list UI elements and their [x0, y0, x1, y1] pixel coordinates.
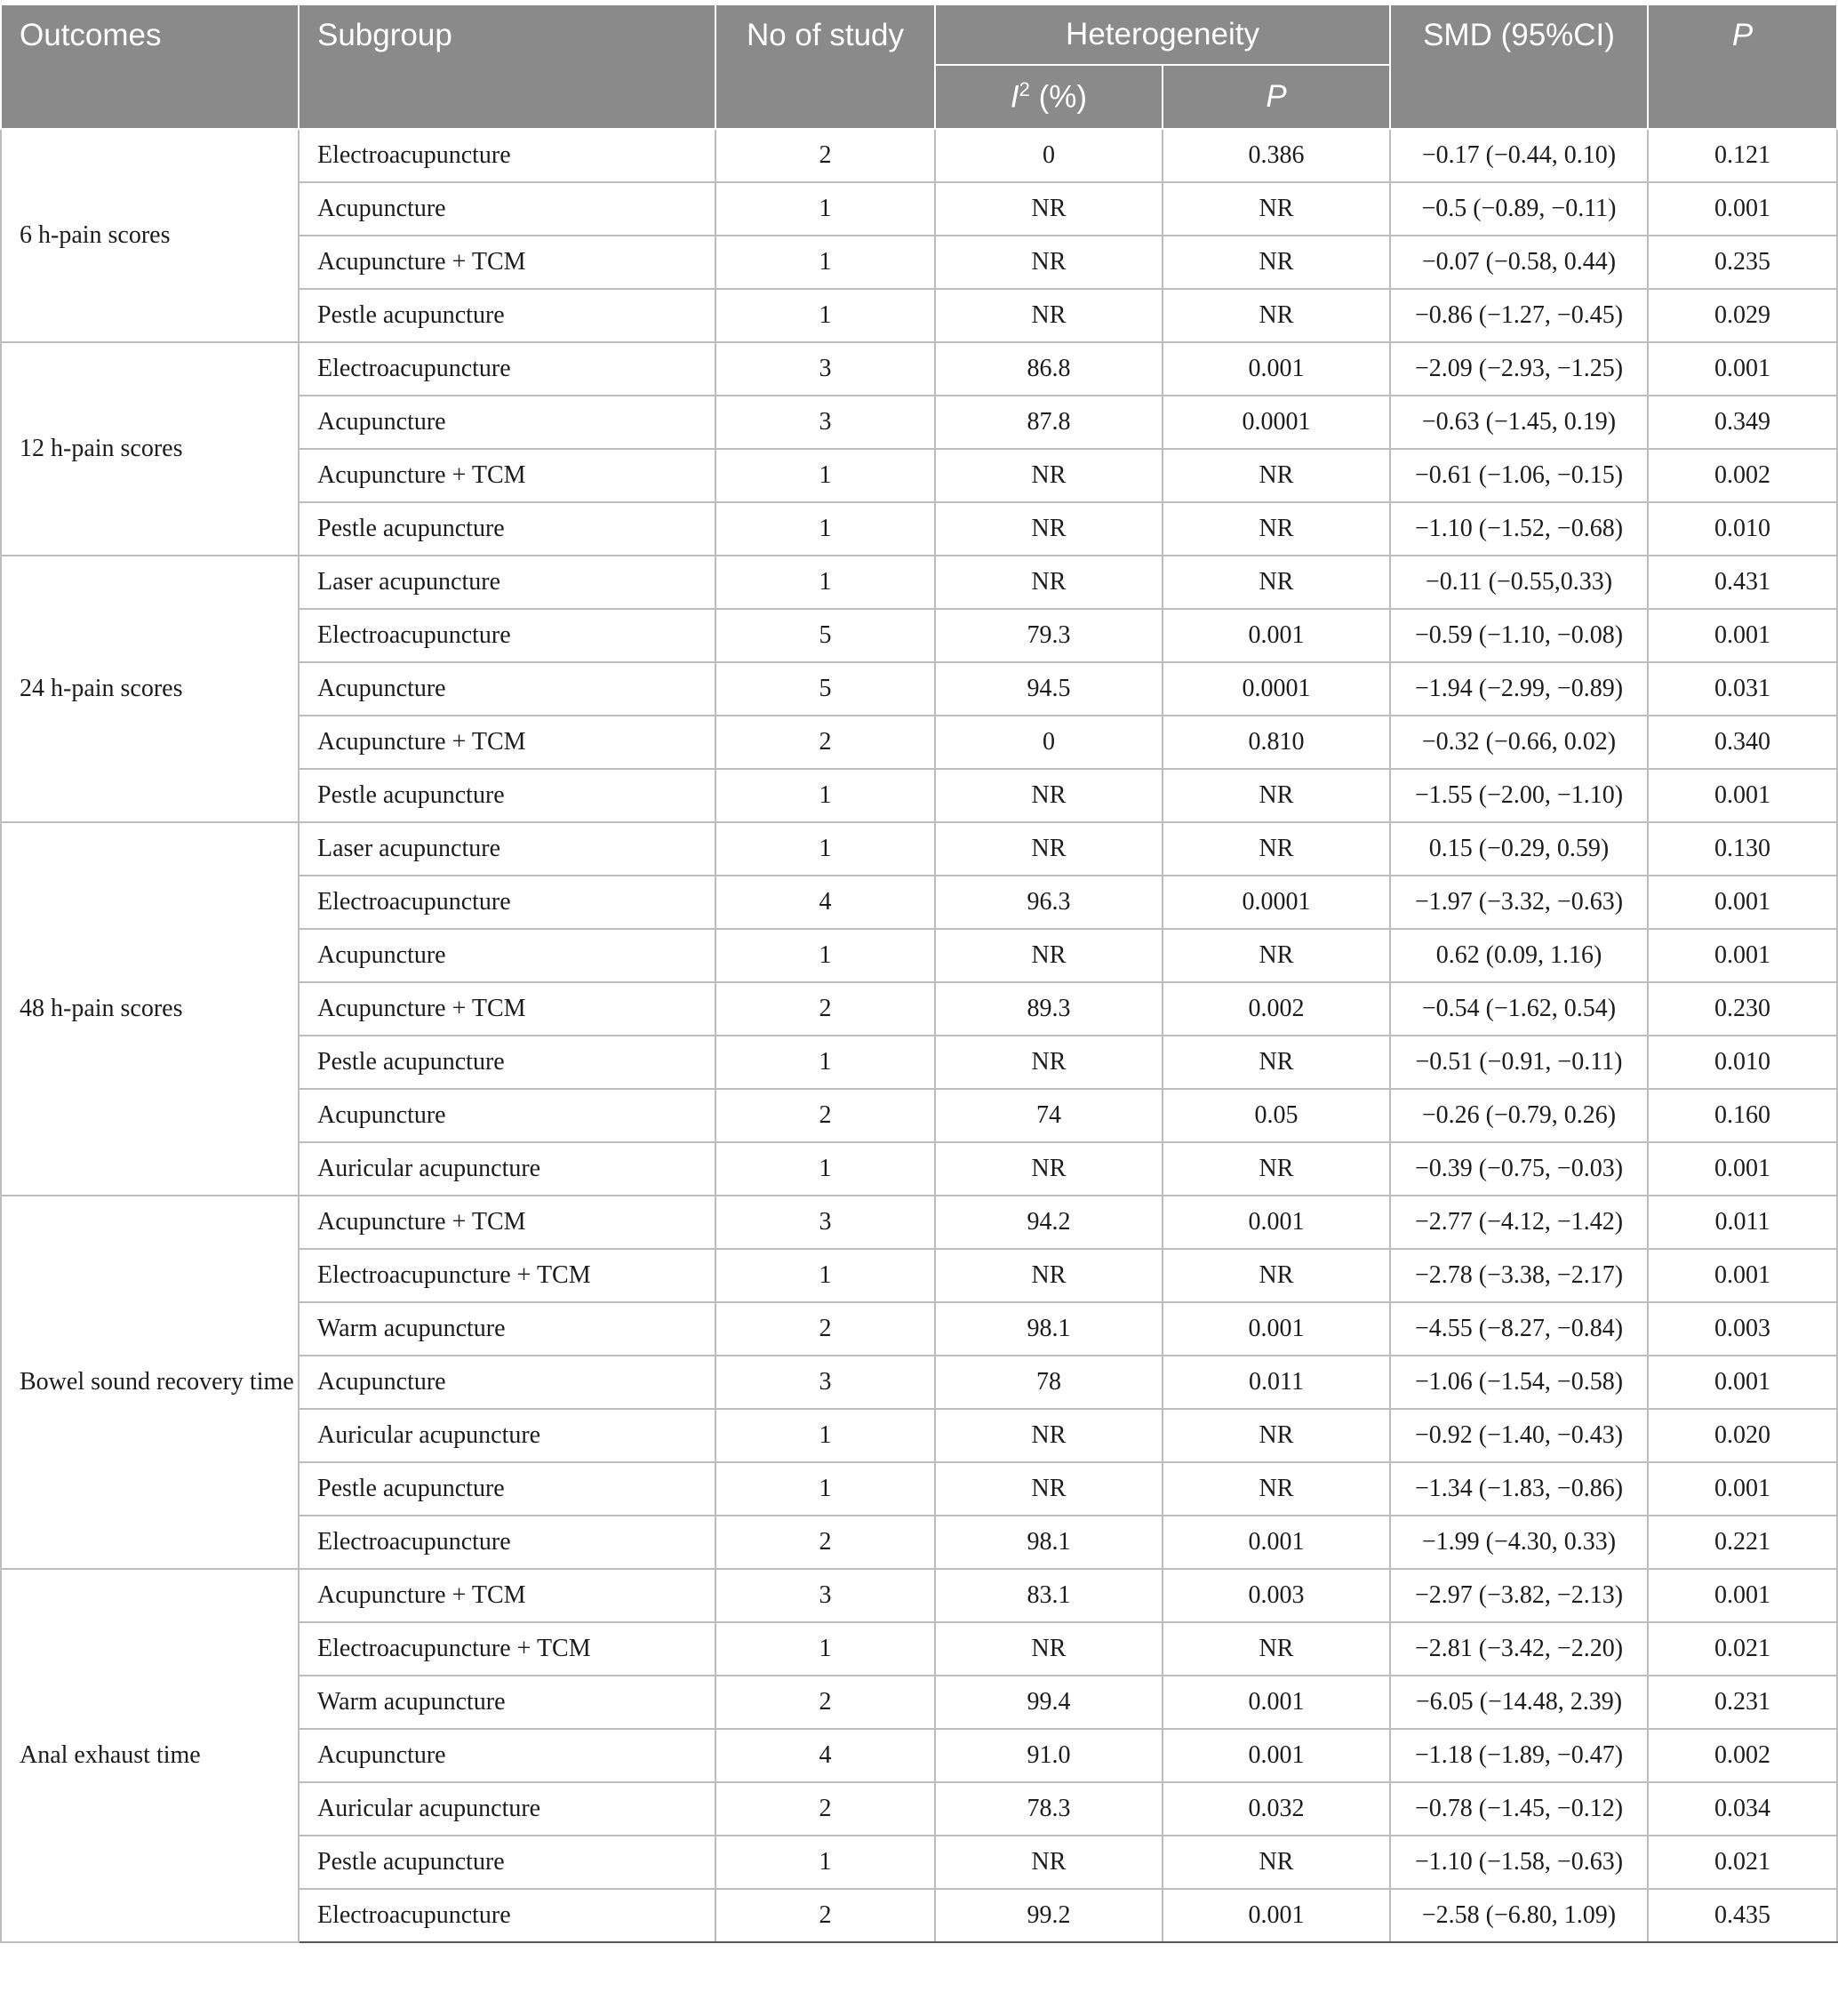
header-het-p	[1163, 65, 1390, 129]
study-count-cell: 1	[715, 1622, 935, 1676]
smd-cell: −2.77 (−4.12, −1.42)	[1390, 1196, 1648, 1249]
subgroup-cell: Laser acupuncture	[299, 822, 715, 876]
p-value-cell: 0.011	[1648, 1196, 1837, 1249]
heterogeneity-p-cell: 0.011	[1163, 1356, 1390, 1409]
i2-cell: 98.1	[935, 1516, 1163, 1569]
heterogeneity-p-cell: NR	[1163, 1036, 1390, 1089]
study-count-cell: 1	[715, 236, 935, 289]
i2-cell: NR	[935, 1462, 1163, 1516]
i2-cell: NR	[935, 1142, 1163, 1196]
p-value-cell: 0.121	[1648, 129, 1837, 182]
smd-cell: −0.32 (−0.66, 0.02)	[1390, 716, 1648, 769]
smd-cell: −6.05 (−14.48, 2.39)	[1390, 1676, 1648, 1729]
subgroup-cell: Pestle acupuncture	[299, 1462, 715, 1516]
subgroup-cell: Acupuncture	[299, 1356, 715, 1409]
i2-cell: 96.3	[935, 876, 1163, 929]
i2-cell: 99.2	[935, 1889, 1163, 1942]
heterogeneity-p-cell: NR	[1163, 182, 1390, 236]
smd-cell: −1.34 (−1.83, −0.86)	[1390, 1462, 1648, 1516]
outcome-cell: Anal exhaust time	[1, 1569, 299, 1942]
heterogeneity-p-cell: 0.002	[1163, 982, 1390, 1036]
i2-cell: NR	[935, 1622, 1163, 1676]
smd-cell: −0.63 (−1.45, 0.19)	[1390, 396, 1648, 449]
smd-cell: −0.61 (−1.06, −0.15)	[1390, 449, 1648, 502]
heterogeneity-p-cell: 0.001	[1163, 1889, 1390, 1942]
heterogeneity-p-cell: 0.032	[1163, 1782, 1390, 1836]
heterogeneity-p-cell: NR	[1163, 769, 1390, 822]
heterogeneity-p-cell: NR	[1163, 556, 1390, 609]
study-count-cell: 2	[715, 1302, 935, 1356]
heterogeneity-p-cell: 0.0001	[1163, 396, 1390, 449]
i2-cell: 74	[935, 1089, 1163, 1142]
i2-cell: 98.1	[935, 1302, 1163, 1356]
subgroup-cell: Acupuncture	[299, 662, 715, 716]
smd-cell: −1.97 (−3.32, −0.63)	[1390, 876, 1648, 929]
smd-cell: −1.18 (−1.89, −0.47)	[1390, 1729, 1648, 1782]
subgroup-analysis-table	[0, 4, 1838, 1943]
subgroup-cell: Acupuncture	[299, 1089, 715, 1142]
i2-cell: 91.0	[935, 1729, 1163, 1782]
study-count-cell: 5	[715, 609, 935, 662]
study-count-cell: 1	[715, 1249, 935, 1302]
subgroup-cell: Electroacupuncture	[299, 342, 715, 396]
study-count-cell: 1	[715, 1036, 935, 1089]
subgroup-cell: Electroacupuncture	[299, 609, 715, 662]
study-count-cell: 1	[715, 449, 935, 502]
smd-cell: −0.86 (−1.27, −0.45)	[1390, 289, 1648, 342]
table-row	[1, 1569, 1837, 1622]
study-count-cell: 1	[715, 1409, 935, 1462]
outcome-cell: Bowel sound recovery time	[1, 1196, 299, 1569]
header-smd: SMD (95%CI)	[1390, 4, 1648, 129]
i2-cell: NR	[935, 929, 1163, 982]
subgroup-cell: Electroacupuncture	[299, 1516, 715, 1569]
i2-cell: 83.1	[935, 1569, 1163, 1622]
i2-cell: 89.3	[935, 982, 1163, 1036]
heterogeneity-p-cell: NR	[1163, 1142, 1390, 1196]
p-value-cell: 0.160	[1648, 1089, 1837, 1142]
study-count-cell: 2	[715, 1782, 935, 1836]
heterogeneity-p-cell: NR	[1163, 289, 1390, 342]
subgroup-cell: Pestle acupuncture	[299, 289, 715, 342]
p-value-cell: 0.221	[1648, 1516, 1837, 1569]
smd-cell: −0.39 (−0.75, −0.03)	[1390, 1142, 1648, 1196]
smd-cell: −0.5 (−0.89, −0.11)	[1390, 182, 1648, 236]
p-value-cell: 0.001	[1648, 1249, 1837, 1302]
i2-cell: 0	[935, 129, 1163, 182]
p-value-cell: 0.001	[1648, 1142, 1837, 1196]
study-count-cell: 2	[715, 1676, 935, 1729]
p-value-cell: 0.001	[1648, 1462, 1837, 1516]
p-value-cell: 0.021	[1648, 1622, 1837, 1676]
subgroup-cell: Acupuncture	[299, 929, 715, 982]
smd-cell: −1.06 (−1.54, −0.58)	[1390, 1356, 1648, 1409]
i2-cell: NR	[935, 556, 1163, 609]
outcome-cell: 6 h-pain scores	[1, 129, 299, 342]
p-value-cell: 0.435	[1648, 1889, 1837, 1942]
i2-cell: NR	[935, 769, 1163, 822]
heterogeneity-p-cell: NR	[1163, 449, 1390, 502]
p-value-cell: 0.130	[1648, 822, 1837, 876]
outcome-cell: 12 h-pain scores	[1, 342, 299, 556]
p-value-cell: 0.002	[1648, 449, 1837, 502]
smd-cell: −2.97 (−3.82, −2.13)	[1390, 1569, 1648, 1622]
study-count-cell: 3	[715, 1356, 935, 1409]
heterogeneity-p-cell: NR	[1163, 1836, 1390, 1889]
smd-cell: −0.11 (−0.55,0.33)	[1390, 556, 1648, 609]
study-count-cell: 1	[715, 769, 935, 822]
i2-cell: NR	[935, 289, 1163, 342]
study-count-cell: 3	[715, 342, 935, 396]
outcome-cell: 24 h-pain scores	[1, 556, 299, 822]
study-count-cell: 1	[715, 929, 935, 982]
i2-cell: 94.2	[935, 1196, 1163, 1249]
table-row	[1, 1196, 1837, 1249]
heterogeneity-p-cell: 0.001	[1163, 342, 1390, 396]
subgroup-cell: Warm acupuncture	[299, 1302, 715, 1356]
smd-cell: 0.62 (0.09, 1.16)	[1390, 929, 1648, 982]
heterogeneity-p-cell: NR	[1163, 236, 1390, 289]
study-count-cell: 3	[715, 1196, 935, 1249]
heterogeneity-p-cell: 0.001	[1163, 1676, 1390, 1729]
outcome-cell: 48 h-pain scores	[1, 822, 299, 1196]
p-value-cell: 0.003	[1648, 1302, 1837, 1356]
p-value-cell: 0.349	[1648, 396, 1837, 449]
header-no-of-study: No of study	[715, 4, 935, 129]
header-heterogeneity: Heterogeneity	[935, 4, 1390, 65]
subgroup-cell: Acupuncture + TCM	[299, 449, 715, 502]
smd-cell: −0.51 (−0.91, −0.11)	[1390, 1036, 1648, 1089]
subgroup-cell: Electroacupuncture	[299, 876, 715, 929]
heterogeneity-p-cell: NR	[1163, 1462, 1390, 1516]
study-count-cell: 1	[715, 1836, 935, 1889]
heterogeneity-p-cell: NR	[1163, 1409, 1390, 1462]
i2-cell: NR	[935, 1249, 1163, 1302]
smd-cell: −1.94 (−2.99, −0.89)	[1390, 662, 1648, 716]
smd-cell: −4.55 (−8.27, −0.84)	[1390, 1302, 1648, 1356]
header-het-p-label: P	[1266, 79, 1287, 114]
smd-cell: −0.54 (−1.62, 0.54)	[1390, 982, 1648, 1036]
subgroup-cell: Laser acupuncture	[299, 556, 715, 609]
p-value-cell: 0.010	[1648, 502, 1837, 556]
header-outcomes: Outcomes	[1, 4, 299, 129]
p-value-cell: 0.001	[1648, 769, 1837, 822]
smd-cell: −0.59 (−1.10, −0.08)	[1390, 609, 1648, 662]
study-count-cell: 2	[715, 129, 935, 182]
i2-cell: NR	[935, 182, 1163, 236]
p-value-cell: 0.010	[1648, 1036, 1837, 1089]
p-value-cell: 0.001	[1648, 609, 1837, 662]
subgroup-cell: Auricular acupuncture	[299, 1142, 715, 1196]
header-i2-unit: (%)	[1029, 79, 1088, 115]
study-count-cell: 4	[715, 876, 935, 929]
smd-cell: −2.58 (−6.80, 1.09)	[1390, 1889, 1648, 1942]
heterogeneity-p-cell: NR	[1163, 1249, 1390, 1302]
study-count-cell: 1	[715, 502, 935, 556]
smd-cell: 0.15 (−0.29, 0.59)	[1390, 822, 1648, 876]
subgroup-cell: Pestle acupuncture	[299, 769, 715, 822]
i2-cell: 87.8	[935, 396, 1163, 449]
subgroup-cell: Electroacupuncture + TCM	[299, 1249, 715, 1302]
subgroup-cell: Pestle acupuncture	[299, 502, 715, 556]
p-value-cell: 0.021	[1648, 1836, 1837, 1889]
study-count-cell: 1	[715, 556, 935, 609]
i2-cell: 78	[935, 1356, 1163, 1409]
study-count-cell: 2	[715, 1089, 935, 1142]
table-row	[1, 822, 1837, 876]
heterogeneity-p-cell: 0.0001	[1163, 662, 1390, 716]
study-count-cell: 1	[715, 1142, 935, 1196]
smd-cell: −0.17 (−0.44, 0.10)	[1390, 129, 1648, 182]
p-value-cell: 0.001	[1648, 182, 1837, 236]
i2-cell: 79.3	[935, 609, 1163, 662]
study-count-cell: 5	[715, 662, 935, 716]
header-i2-letter: I	[1010, 79, 1019, 115]
study-count-cell: 2	[715, 716, 935, 769]
table-row	[1, 342, 1837, 396]
heterogeneity-p-cell: 0.001	[1163, 1516, 1390, 1569]
subgroup-cell: Pestle acupuncture	[299, 1836, 715, 1889]
study-count-cell: 1	[715, 1462, 935, 1516]
smd-cell: −2.09 (−2.93, −1.25)	[1390, 342, 1648, 396]
i2-cell: NR	[935, 1036, 1163, 1089]
heterogeneity-p-cell: NR	[1163, 929, 1390, 982]
p-value-cell: 0.001	[1648, 1356, 1837, 1409]
table-row	[1, 129, 1837, 182]
heterogeneity-p-cell: 0.001	[1163, 609, 1390, 662]
i2-cell: NR	[935, 1836, 1163, 1889]
heterogeneity-p-cell: 0.05	[1163, 1089, 1390, 1142]
study-count-cell: 1	[715, 289, 935, 342]
heterogeneity-p-cell: 0.0001	[1163, 876, 1390, 929]
smd-cell: −1.99 (−4.30, 0.33)	[1390, 1516, 1648, 1569]
study-count-cell: 2	[715, 1889, 935, 1942]
subgroup-cell: Acupuncture + TCM	[299, 716, 715, 769]
header-i2	[935, 65, 1163, 129]
table-body	[1, 129, 1837, 1942]
study-count-cell: 3	[715, 396, 935, 449]
subgroup-cell: Warm acupuncture	[299, 1676, 715, 1729]
p-value-cell: 0.001	[1648, 342, 1837, 396]
p-value-cell: 0.235	[1648, 236, 1837, 289]
subgroup-cell: Acupuncture + TCM	[299, 1569, 715, 1622]
smd-cell: −0.26 (−0.79, 0.26)	[1390, 1089, 1648, 1142]
i2-cell: 0	[935, 716, 1163, 769]
study-count-cell: 4	[715, 1729, 935, 1782]
p-value-cell: 0.230	[1648, 982, 1837, 1036]
header-i2-sup: 2	[1019, 78, 1030, 101]
study-count-cell: 1	[715, 822, 935, 876]
p-value-cell: 0.029	[1648, 289, 1837, 342]
i2-cell: NR	[935, 1409, 1163, 1462]
heterogeneity-p-cell: NR	[1163, 502, 1390, 556]
study-count-cell: 1	[715, 182, 935, 236]
smd-cell: −0.07 (−0.58, 0.44)	[1390, 236, 1648, 289]
smd-cell: −2.81 (−3.42, −2.20)	[1390, 1622, 1648, 1676]
subgroup-cell: Acupuncture	[299, 182, 715, 236]
i2-cell: 78.3	[935, 1782, 1163, 1836]
heterogeneity-p-cell: 0.386	[1163, 129, 1390, 182]
study-count-cell: 2	[715, 982, 935, 1036]
smd-cell: −1.10 (−1.58, −0.63)	[1390, 1836, 1648, 1889]
p-value-cell: 0.002	[1648, 1729, 1837, 1782]
smd-cell: −0.78 (−1.45, −0.12)	[1390, 1782, 1648, 1836]
p-value-cell: 0.034	[1648, 1782, 1837, 1836]
subgroup-cell: Acupuncture	[299, 1729, 715, 1782]
subgroup-cell: Pestle acupuncture	[299, 1036, 715, 1089]
i2-cell: 94.5	[935, 662, 1163, 716]
study-count-cell: 3	[715, 1569, 935, 1622]
subgroup-cell: Electroacupuncture + TCM	[299, 1622, 715, 1676]
heterogeneity-p-cell: 0.810	[1163, 716, 1390, 769]
subgroup-cell: Electroacupuncture	[299, 1889, 715, 1942]
p-value-cell: 0.340	[1648, 716, 1837, 769]
smd-cell: −0.92 (−1.40, −0.43)	[1390, 1409, 1648, 1462]
heterogeneity-p-cell: NR	[1163, 1622, 1390, 1676]
i2-cell: 86.8	[935, 342, 1163, 396]
table-header	[1, 4, 1837, 129]
heterogeneity-p-cell: 0.001	[1163, 1196, 1390, 1249]
subgroup-cell: Acupuncture + TCM	[299, 1196, 715, 1249]
i2-cell: 99.4	[935, 1676, 1163, 1729]
subgroup-cell: Acupuncture	[299, 396, 715, 449]
i2-cell: NR	[935, 502, 1163, 556]
heterogeneity-p-cell: 0.003	[1163, 1569, 1390, 1622]
header-subgroup: Subgroup	[299, 4, 715, 129]
p-value-cell: 0.431	[1648, 556, 1837, 609]
heterogeneity-p-cell: 0.001	[1163, 1729, 1390, 1782]
subgroup-cell: Auricular acupuncture	[299, 1409, 715, 1462]
smd-cell: −2.78 (−3.38, −2.17)	[1390, 1249, 1648, 1302]
header-p-label: P	[1731, 18, 1754, 52]
i2-cell: NR	[935, 236, 1163, 289]
smd-cell: −1.55 (−2.00, −1.10)	[1390, 769, 1648, 822]
p-value-cell: 0.001	[1648, 876, 1837, 929]
subgroup-cell: Acupuncture + TCM	[299, 236, 715, 289]
i2-cell: NR	[935, 449, 1163, 502]
p-value-cell: 0.001	[1648, 929, 1837, 982]
heterogeneity-p-cell: 0.001	[1163, 1302, 1390, 1356]
table-row	[1, 556, 1837, 609]
header-p	[1648, 4, 1837, 129]
i2-cell: NR	[935, 822, 1163, 876]
subgroup-cell: Electroacupuncture	[299, 129, 715, 182]
p-value-cell: 0.020	[1648, 1409, 1837, 1462]
subgroup-cell: Acupuncture + TCM	[299, 982, 715, 1036]
heterogeneity-p-cell: NR	[1163, 822, 1390, 876]
p-value-cell: 0.031	[1648, 662, 1837, 716]
p-value-cell: 0.001	[1648, 1569, 1837, 1622]
smd-cell: −1.10 (−1.52, −0.68)	[1390, 502, 1648, 556]
subgroup-cell: Auricular acupuncture	[299, 1782, 715, 1836]
study-count-cell: 2	[715, 1516, 935, 1569]
p-value-cell: 0.231	[1648, 1676, 1837, 1729]
